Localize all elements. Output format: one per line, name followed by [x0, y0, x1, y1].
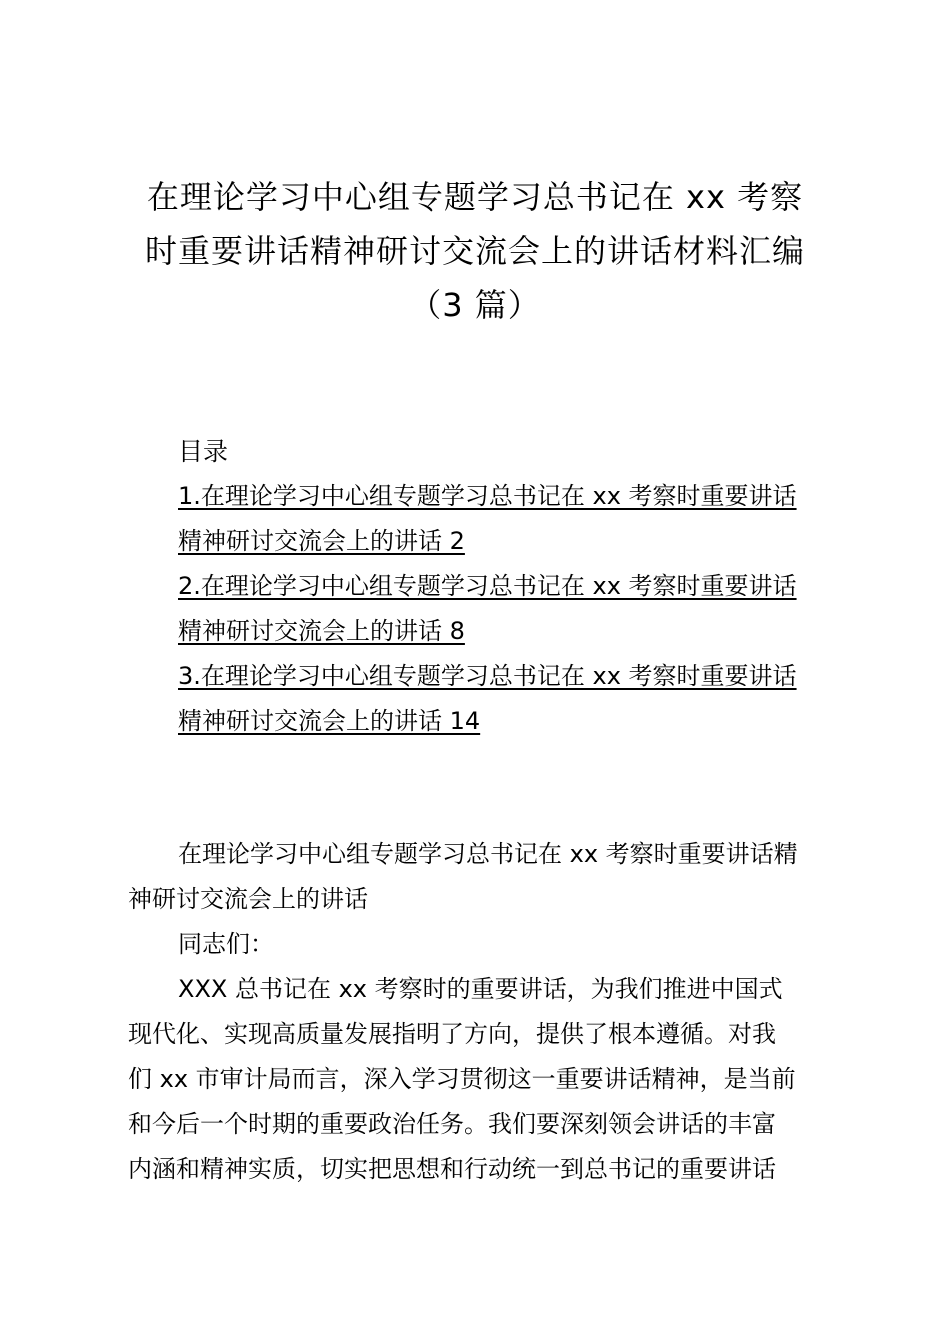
toc-entry-line: 精神研讨交流会上的讲话 2 — [178, 527, 465, 555]
paragraph-line: 们 xx 市审计局而言，深入学习贯彻这一重要讲话精神，是当前 — [128, 1065, 796, 1093]
toc-entry-3-link[interactable] — [178, 654, 838, 744]
document-title-line: （3 篇） — [409, 286, 541, 324]
paragraph-line: 内涵和精神实质，切实把思想和行动统一到总书记的重要讲话 — [128, 1155, 776, 1183]
toc-entry-line: 1.在理论学习中心组专题学习总书记在 xx 考察时重要讲话 — [178, 482, 797, 510]
paragraph-line: 和今后一个时期的重要政治任务。我们要深刻领会讲话的丰富 — [128, 1110, 776, 1138]
table-of-contents — [178, 430, 838, 744]
paragraph-line: XXX 总书记在 xx 考察时的重要讲话，为我们推进中国式 — [178, 975, 783, 1003]
toc-entry-line: 精神研讨交流会上的讲话 14 — [178, 707, 481, 735]
document-title-line: 在理论学习中心组专题学习总书记在 xx 考察 — [146, 178, 804, 216]
document-title — [110, 170, 840, 332]
body-paragraph — [128, 967, 833, 1192]
salutation-text: 同志们： — [178, 930, 274, 958]
section-title-line: 神研讨交流会上的讲话 — [128, 885, 368, 913]
toc-heading: 目录 — [178, 437, 229, 466]
toc-entry-line: 3.在理论学习中心组专题学习总书记在 xx 考察时重要讲话 — [178, 662, 797, 690]
toc-entry-1-link[interactable] — [178, 474, 838, 564]
document-title-line: 时重要讲话精神研讨交流会上的讲话材料汇编 — [144, 232, 805, 270]
salutation — [128, 922, 833, 967]
toc-entry-2-link[interactable] — [178, 564, 838, 654]
document-body — [128, 832, 833, 1192]
paragraph-line: 现代化、实现高质量发展指明了方向，提供了根本遵循。对我 — [128, 1020, 776, 1048]
toc-entry-line: 2.在理论学习中心组专题学习总书记在 xx 考察时重要讲话 — [178, 572, 797, 600]
section-title — [128, 832, 833, 922]
section-title-line: 在理论学习中心组专题学习总书记在 xx 考察时重要讲话精 — [178, 840, 798, 868]
toc-entry-line: 精神研讨交流会上的讲话 8 — [178, 617, 465, 645]
